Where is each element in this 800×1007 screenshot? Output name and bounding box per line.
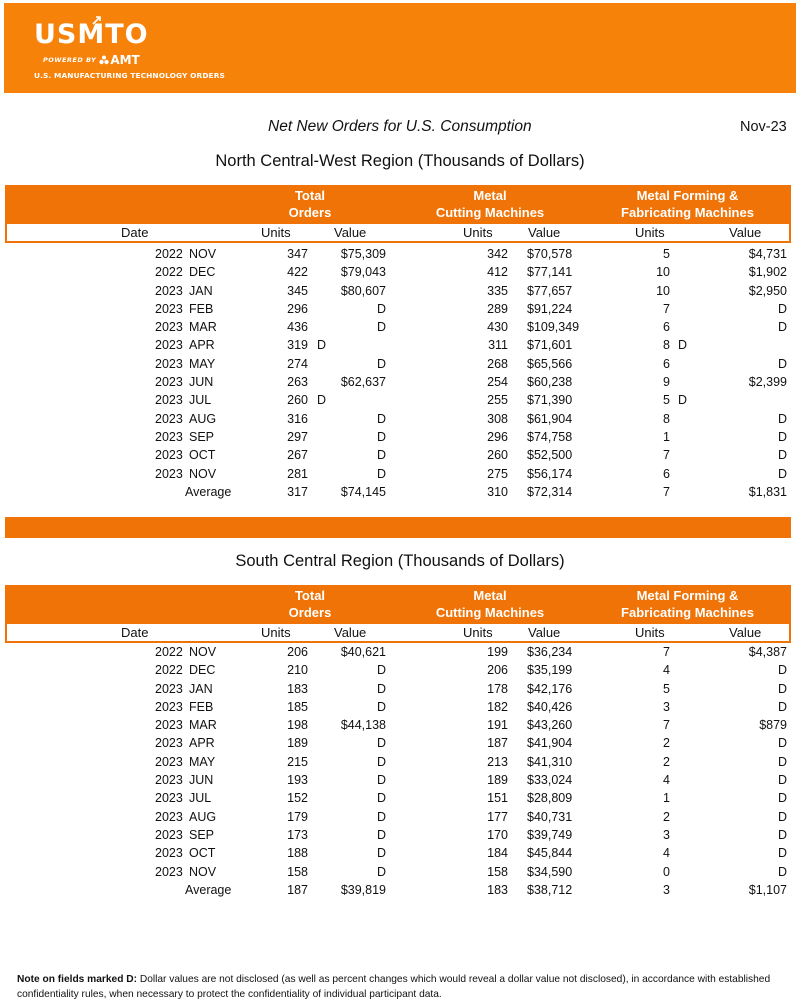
footnote-text: Dollar values are not disclosed (as well as percent changes which would reveal a dollar value not disclosed), in accordance with established confidentiality rules, when necessary to protect the confidentiality of individual participant data.: [17, 974, 771, 1000]
table-row: 2023 JAN 345 $80,607 335 $77,657 10 $2,950: [155, 283, 787, 298]
disclosure-flag: D: [678, 393, 688, 408]
table-row: 2023 FEB 185 D 182 $40,426 3 D: [155, 699, 787, 714]
header-cut-value: Value: [528, 625, 561, 640]
table-row: 2023 JUN 193 D 189 $33,024 4 D: [155, 773, 787, 788]
group-metal-forming: Metal Forming & Fabricating Machines: [621, 188, 754, 220]
table-rows-south-central: [0, 643, 800, 899]
table-rows-north-central-west: [0, 245, 800, 501]
header-cut-units: Units: [463, 225, 493, 240]
disclosure-flag: D: [678, 338, 688, 353]
banner-subtitle: U.S. MANUFACTURING TECHNOLOGY ORDERS: [34, 71, 225, 80]
amt-logo-icon: [99, 55, 109, 65]
table-row: 2023 SEP 297 D 296 $74,758 1 D: [155, 429, 787, 444]
table-row: 2022 NOV 206 $40,621 199 $36,234 7 $4,387: [155, 645, 787, 659]
table-row: 2022 DEC 210 D 206 $35,199 4 D: [155, 663, 787, 678]
table-row: 2023 FEB 296 D 289 $91,224 7 D: [155, 301, 787, 316]
header-form-units: Units: [635, 625, 665, 640]
header-form-units: Units: [635, 225, 665, 240]
header-date: Date: [121, 625, 149, 640]
report-date: Nov-23: [740, 119, 787, 135]
header-form-value: Value: [729, 625, 762, 640]
group-metal-cutting: Metal Cutting Machines: [435, 188, 545, 220]
table-row: 2023 OCT 188 D 184 $45,844 4 D: [155, 846, 787, 861]
column-header-row: [5, 224, 791, 243]
column-group-header: [5, 185, 791, 224]
region-title-north-central-west: North Central-West Region (Thousands of Dollars): [215, 152, 585, 170]
table-row: 2023 AUG 316 D 308 $61,904 8 D: [155, 411, 787, 426]
group-metal-forming: Metal Forming & Fabricating Machines: [621, 588, 754, 620]
disclosure-flag: D: [317, 338, 327, 353]
table-row: 2023 NOV 281 D 275 $56,174 6 D: [155, 466, 787, 481]
table-row: 2023 JUN 263 $62,637 254 $60,238 9 $2,399: [155, 375, 787, 390]
group-total-orders: Total Orders: [288, 188, 332, 220]
table-row: 2023 JUL 152 D 151 $28,809 1 D: [155, 791, 787, 806]
report-title: Net New Orders for U.S. Consumption: [268, 118, 532, 135]
table-row: 2023 NOV 158 D 158 $34,590 0 D: [155, 864, 787, 879]
region-title-south-central: South Central Region (Thousands of Dollars): [235, 552, 565, 570]
column-group-header: [5, 585, 791, 624]
table-row: 2023 MAY 274 D 268 $65,566 6 D: [155, 356, 787, 371]
table-row: 2023 MAR 198 $44,138 191 $43,260 7 $879: [155, 718, 787, 733]
header-date: Date: [121, 225, 149, 240]
table-row: 2023 APR 189 D 187 $41,904 2 D: [155, 736, 787, 751]
section-divider: [5, 517, 791, 538]
table-row: 2023 JUL 260 D 255 $71,390 5 D: [0, 391, 800, 409]
confidentiality-footnote: [17, 972, 787, 1002]
header-total-units: Units: [261, 625, 291, 640]
arrow-up-right-icon: [92, 15, 102, 25]
usmto-logo: USMTO: [34, 21, 149, 48]
powered-by-amt: POWERED BY AMT: [43, 53, 140, 67]
header-cut-units: Units: [463, 625, 493, 640]
average-row: Average 187 $39,819 183 $38,712 3 $1,107: [185, 882, 787, 897]
header-total-value: Value: [334, 625, 367, 640]
table-row: 2022 NOV 347 $75,309 342 $70,578 5 $4,731: [155, 247, 787, 261]
header-form-value: Value: [729, 225, 762, 240]
disclosure-flag: D: [317, 393, 327, 408]
average-row: Average 317 $74,145 310 $72,314 7 $1,831: [185, 484, 787, 499]
footnote-label: Note on fields marked D:: [17, 974, 138, 985]
column-header-row: [5, 624, 791, 643]
table-row: 2023 MAY 215 D 213 $41,310 2 D: [155, 754, 787, 769]
header-total-units: Units: [261, 225, 291, 240]
group-total-orders: Total Orders: [288, 588, 332, 620]
table-row: 2023 JAN 183 D 178 $42,176 5 D: [155, 681, 787, 696]
table-row: 2023 OCT 267 D 260 $52,500 7 D: [155, 448, 787, 463]
table-row: 2023 AUG 179 D 177 $40,731 2 D: [155, 809, 787, 824]
table-row: 2023 MAR 436 D 430 $109,349 6 D: [155, 320, 787, 335]
table-row: 2023 APR 319 D 311 $71,601 8 D: [0, 336, 800, 354]
table-row: 2022 DEC 422 $79,043 412 $77,141 10 $1,902: [155, 265, 787, 280]
usmto-banner: [4, 3, 796, 93]
header-cut-value: Value: [528, 225, 561, 240]
table-row: 2023 SEP 173 D 170 $39,749 3 D: [155, 827, 787, 842]
group-metal-cutting: Metal Cutting Machines: [435, 588, 545, 620]
header-total-value: Value: [334, 225, 367, 240]
